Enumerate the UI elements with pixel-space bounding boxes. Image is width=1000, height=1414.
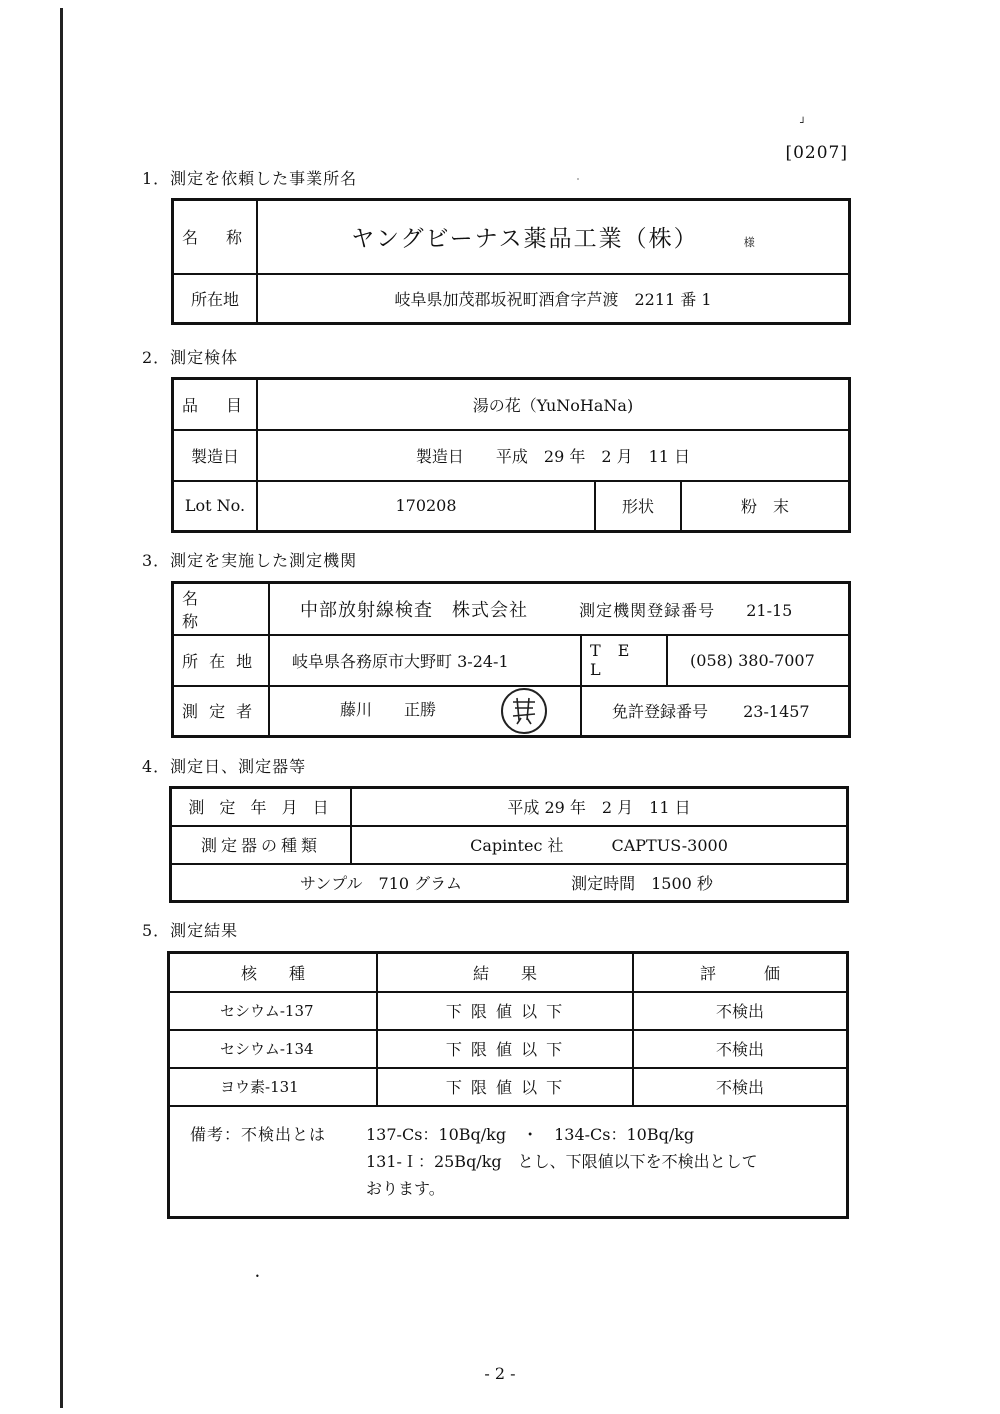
client-address: 岐阜県加茂郡坂祝町酒倉字芦渡 2211 番 1: [257, 274, 850, 324]
table-row: [169, 992, 848, 1030]
tel-label: T E L: [581, 635, 667, 686]
nuclide-cell: セシウム-134: [169, 1030, 378, 1068]
license-label: 免許登録番号: [612, 702, 709, 722]
reference-number: [0207]: [785, 143, 848, 163]
lab-address: 岐阜県各務原市大野町 3-24-1: [269, 635, 581, 686]
lab-name-cell: [269, 583, 849, 635]
page-number: - 2 -: [484, 1364, 516, 1383]
tester-cell: [269, 686, 581, 737]
form-label: 形状: [595, 481, 681, 532]
result-cell: 下 限 値 以 下: [377, 1030, 633, 1068]
client-name-cell: [257, 200, 850, 274]
client-name: ヤングビーナス薬品工業（株）: [351, 226, 699, 253]
notes-label: 備考：不検出とは: [190, 1124, 327, 1144]
notes-line-2: 131-Ｉ：25Bq/kg とし、下限値以下を不検出として: [366, 1151, 758, 1171]
honorific: 様: [743, 235, 755, 249]
table-row: [169, 1068, 848, 1106]
device-label: 測定器の種類: [171, 826, 352, 864]
lab-name: 中部放射線検査 株式会社: [300, 599, 529, 621]
header-evaluation: 評 価: [633, 953, 848, 992]
evaluation-cell: 不検出: [633, 992, 848, 1030]
results-table: [167, 951, 849, 1219]
item-value: 湯の花（YuNoHaNa): [257, 379, 850, 430]
item-label: 品 目: [173, 379, 258, 430]
mfg-label: 製造日: [173, 430, 258, 481]
license-cell: [581, 686, 849, 737]
notes-line-3: おります。: [366, 1178, 445, 1198]
table-row: [169, 1030, 848, 1068]
result-cell: 下 限 値 以 下: [377, 992, 633, 1030]
lab-address-label: 所 在 地: [173, 635, 270, 686]
mfg-value: 製造日 平成 29 年 2 月 11 日: [257, 430, 850, 481]
lab-name-label: 名 称: [173, 583, 270, 635]
sample-weight: サンプル 710 グラム: [300, 873, 463, 893]
client-name-label: 名 称: [173, 200, 258, 274]
result-cell: 下 限 値 以 下: [377, 1068, 633, 1106]
corner-mark: ┘: [800, 118, 807, 129]
device-value: Capintec 社 CAPTUS-3000: [351, 826, 848, 864]
nuclide-cell: ヨウ素-131: [169, 1068, 378, 1106]
binding-margin-line: [60, 8, 63, 1408]
notes-line-1: 137-Cs：10Bq/kg ・ 134-Cs：10Bq/kg: [366, 1124, 695, 1144]
section-5-heading: 5．測定結果: [142, 921, 239, 940]
date-label: 測 定 年 月 日: [171, 788, 352, 826]
section-1-heading: 1．測定を依頼した事業所名: [142, 169, 358, 188]
tel-value: (058) 380-7007: [667, 635, 849, 686]
lot-value: 170208: [257, 481, 595, 532]
lab-reg-label: 測定機関登録番号: [579, 600, 716, 620]
sample-table: [171, 377, 851, 533]
measurement-time: 測定時間 1500 秒: [571, 873, 713, 893]
section-2-heading: 2．測定検体: [142, 348, 239, 367]
personal-seal-stamp: [501, 688, 547, 734]
nuclide-cell: セシウム-137: [169, 992, 378, 1030]
measurement-table: [169, 786, 849, 903]
date-value: 平成 29 年 2 月 11 日: [351, 788, 848, 826]
stray-mark: •: [255, 1272, 260, 1281]
client-table: [171, 198, 851, 325]
notes-cell: [169, 1106, 848, 1218]
client-address-label: 所在地: [173, 274, 258, 324]
form-value: 粉 末: [681, 481, 850, 532]
evaluation-cell: 不検出: [633, 1030, 848, 1068]
tester-name: 藤川 正勝: [340, 700, 437, 720]
section-4-heading: 4．測定日、測定器等: [142, 757, 307, 776]
header-nuclide: 核 種: [169, 953, 378, 992]
sample-time-cell: [171, 864, 848, 902]
section-3-heading: 3．測定を実施した測定機関: [142, 551, 358, 570]
lot-label: Lot No.: [173, 481, 258, 532]
tester-label: 測 定 者: [173, 686, 270, 737]
lab-table: [171, 581, 851, 738]
license-number: 23-1457: [743, 702, 810, 722]
evaluation-cell: 不検出: [633, 1068, 848, 1106]
lab-reg-number: 21-15: [746, 600, 793, 620]
speck: [577, 178, 579, 180]
header-result: 結 果: [377, 953, 633, 992]
